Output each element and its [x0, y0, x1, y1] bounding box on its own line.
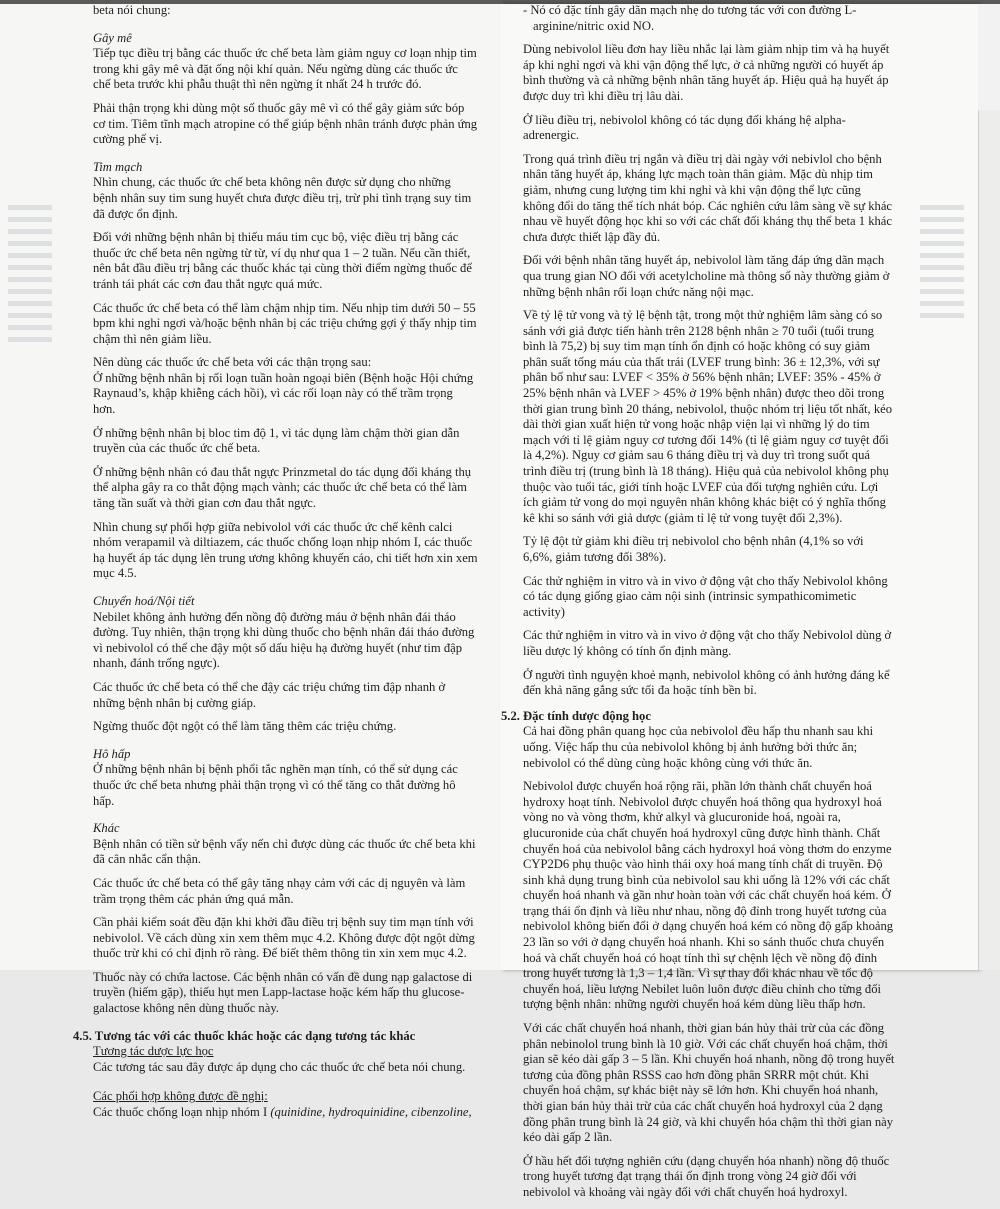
subheading-ho-hap: Hô hấp: [93, 746, 131, 761]
paragraph: Tỷ lệ đột tử giảm khi điều trị nebivolol cho bệnh nhân (4,1% so với 6,6%, giảm tương đối 38%).: [523, 534, 864, 564]
left-column: [73, 3, 478, 1129]
paragraph: Ở những bệnh nhân bị bệnh phổi tắc nghẽn mạn tính, có thể sử dụng các thuốc ức chế beta nhưng phải thận trọng vì có thể tăng co thắt đường hô hấp.: [93, 762, 458, 808]
paragraph: Các thử nghiệm in vitro và in vivo ở động vật cho thấy Nebivolol dùng ở liều dược lý không có tính ổn định màng.: [523, 628, 892, 658]
paragraph: Ở liều điều trị, nebivolol không có tác dụng đối kháng hệ alpha-adrenergic.: [523, 112, 846, 143]
paragraph: Nhìn chung sự phối hợp giữa nebivolol với các thuốc ức chế kênh calci nhóm verapamil và diltiazem, các thuốc chống loạn nhịp nhóm I, các thuốc hạ huyết áp tác dụng lên trung ương không khuyến cáo, chi tiết hơn xin xem mục 4.5.: [93, 519, 478, 581]
paragraph: Về tỷ lệ tử vong và tỷ lệ bệnh tật, trong một thử nghiệm lâm sàng có so sánh với giả được tiến hành trên 2128 bệnh nhân ≥ 70 tuổi (tuổi trung bình là 75,2) bị suy tim mạn tính ổn định có hoặc không có suy giảm phân suất tống máu của thất trái (LVEF trung bình: 36 ± 12,3%, với sự phân bố như sau: LVEF < 35% ở 56% bệnh nhân; LVEF: 35% - 45% ở 25% bệnh nhân và LVEF > 45% ở 19% bệnh nhân) được theo dõi trong thời gian trung bình 20 tháng, nebivolol, thuộc nhóm trị liệu tốt nhất, kéo dài thời gian xuất hiện tử vong hoặc nhập viện lại vì những lý do tim mạch với tỉ lệ giảm nguy cơ tương đối 14% (tỉ lệ giảm nguy cơ tuyệt đối là 4,2%). Nguy cơ giảm sau 6 tháng điều trị và duy trì trong suốt quá trình điều trị (trung bình là 18 tháng). Hiệu quả của nebivolol không phụ thuộc vào tuổi tác, giới tính hoặc LVEF của đối tượng nghiên cứu. Lợi ích giảm tử vong do mọi nguyên nhân không khác biệt có ý nghĩa thống kê khi so sánh với giả dược (giảm tỉ lệ tử vong tuyệt đối 2,3%).: [523, 308, 893, 525]
paragraph: Đối với những bệnh nhân bị thiếu máu tim cục bộ, việc điều trị bằng các thuốc ức chế beta nên ngừng từ từ, ví dụ như qua 1 – 2 tuần. Nếu cần thiết, nên bắt đầu điều trị bằng các thuốc khác tại cùng thời điểm ngừng thuốc để tránh tái phát các cơn đau thắt ngực quá mức.: [93, 230, 472, 291]
paragraph: Cả hai đồng phân quang học của nebivolol đều hấp thu nhanh sau khi uống. Việc hấp thu của nebivolol không bị ảnh hưởng bởi thức ăn; nebivolol có thể dùng cùng hoặc không cùng với thức ăn.: [523, 724, 874, 770]
paragraph: Các tương tác sau đây được áp dụng cho các thuốc ức chế beta nói chung.: [93, 1059, 466, 1074]
text-run-italic: (quinidine, hydroquinidine, cibenzoline,: [270, 1105, 472, 1120]
paragraph-partial: [93, 1105, 478, 1121]
subheading-gay-me: Gây mê: [93, 30, 132, 45]
paragraph: Dùng nebivolol liều đơn hay liều nhắc lại làm giảm nhịp tim và hạ huyết áp khi nghỉ ngơi và khi vận động thể lực, ở cả những người có huyết áp bình thường và cả những bệnh nhân tăng huyết áp. Hiệu quả hạ huyết áp được duy trì khi điều trị lâu dài.: [523, 42, 890, 103]
bleed-through-text: [8, 205, 52, 345]
paragraph: Các thuốc ức chế beta có thể làm chậm nhịp tim. Nếu nhịp tim dưới 50 – 55 bpm khi nghỉ ngơi và/hoặc bệnh nhân bị các triệu chứng gợi ý thấy nhịp tim chậm thì nên giảm liều.: [93, 300, 477, 346]
paragraph: Với các chất chuyển hoá nhanh, thời gian bán hủy thải trừ của các đồng phân nebinolol trung bình là 10 giờ. Với các chất chuyển hoá chậm, thời gian sẽ kéo dài gấp 3 – 5 lần. Khi chuyển hoá nhanh, nồng độ trong huyết tương của đồng phân RSSS cao hơn đồng phân SRRR một chút. Khi chuyển hoá chậm, sự khác biệt này sẽ lớn hơn. Khi chuyển hoá nhanh, thời gian bán hủy thải trừ của các chất chuyển hoá hydroxyl của 2 dạng đồng phân trung bình là 24 giờ, và khi chuyển hóa chậm thì thời gian này kéo dài gấp 2 lần.: [523, 1021, 895, 1145]
paragraph: Trong quá trình điều trị ngắn và điều trị dài ngày với nebivlol cho bệnh nhân tăng huyết áp, kháng lực mạch toàn thân giảm. Mặc dù nhịp tim giảm, nhưng cung lượng tim khi nghỉ và khi vận động thể lực cũng không đổi do tăng thể tích nhát bóp. Các nghiên cứu lâm sàng về sự khác nhau về huyết động học khi so với các chất đối kháng thụ thể beta 1 khác chưa được thiết lập đầy đủ.: [523, 151, 892, 244]
paragraph: Nebilet không ảnh hưởng đến nồng độ đường máu ở bệnh nhân đái tháo đường. Tuy nhiên, thận trọng khi dùng thuốc cho bệnh nhân đái tháo đường vì nebivolol có thể che đậy một số dấu hiệu hạ đường huyết (như tim đập nhanh, đánh trống ngực).: [93, 609, 475, 671]
paragraph: Thuốc này có chứa lactose. Các bệnh nhân có vấn đề dung nạp galactose di truyền (hiếm gặp), thiếu hụt men Lapp-lactase hoặc kém hấp thu glucose-galactose không nên dùng thuốc này.: [93, 969, 473, 1016]
paragraph: Ở hầu hết đối tượng nghiên cứu (dạng chuyển hóa nhanh) nồng độ thuốc trong huyết tương đạt trạng thái ổn định trong vòng 24 giờ đối với nebivolol và khoảng vài ngày đối với chất chuyển hoá hydroxyl.: [523, 1153, 890, 1199]
paragraph: Ở những bệnh nhân có đau thắt ngực Prinzmetal do tác dụng đối kháng thụ thể alpha gây ra co thắt động mạch vành; các thuốc ức chế beta có thể làm tăng tần suất và thời gian cơn đau thắt ngực.: [93, 464, 472, 511]
intro-tail: beta nói chung:: [93, 3, 171, 17]
paragraph: Nên dùng các thuốc ức chế beta với các thận trọng sau:: [93, 355, 372, 370]
paragraph: Các thử nghiệm in vitro và in vivo ở động vật cho thấy Nebivolol không có tác dụng giống giao cảm nội sinh (intrinsic sympathicomimetic activity): [523, 573, 888, 619]
paragraph: Ở những bệnh nhân bị bloc tim độ 1, vì tác dụng làm chậm thời gian dẫn truyền của các thuốc ức chế beta.: [93, 425, 460, 456]
paragraph: Đối với bệnh nhân tăng huyết áp, nebivolol làm tăng đáp ứng dãn mạch qua trung gian NO đối với acetylcholine mà thông số này thường giảm ở những bệnh nhân rối loạn chức năng nội mạc.: [523, 253, 890, 299]
paragraph: Các thuốc ức chế beta có thể gây tăng nhạy cảm với các dị nguyên và làm trầm trọng thêm các phản ứng quá mẫn.: [93, 875, 466, 906]
section-heading-4-5: 4.5. Tương tác với các thuốc khác hoặc các dạng tương tác khác: [73, 1028, 416, 1043]
bullet-item: - Nó có đặc tính gây dãn mạch nhẹ do tương tác với con đường L-arginine/nitric oxid NO.: [523, 3, 857, 33]
paragraph: Phải thận trọng khi dùng một số thuốc gây mê vì có thể gây giảm sức bóp cơ tim. Tiêm tĩnh mạch atropine có thể giúp bệnh nhân tránh được phản ứng cường phế vị.: [93, 100, 478, 147]
right-column: [501, 3, 895, 1209]
subheading-khac: Khác: [93, 821, 120, 836]
bleed-through-text: [920, 205, 964, 325]
page-edge-top: [978, 4, 1000, 110]
paragraph: Tiếp tục điều trị bằng các thuốc ức chế beta làm giảm nguy cơ loạn nhịp tim trong khi gây mê và đặt ống nội khí quản. Nếu ngừng dùng các thuốc ức chế beta trước khi phẫu thuật thì nên ngừng ít nhất 24 h trước đó.: [93, 46, 477, 92]
section-heading-5-2: 5.2. Đặc tính dược động học: [501, 708, 651, 723]
page-edge-strip: [978, 110, 1000, 970]
subheading-tim-mach: Tim mạch: [93, 159, 143, 174]
paragraph: Các thuốc ức chế beta có thể che đậy các triệu chứng tim đập nhanh ở những bệnh nhân bị cường giáp.: [93, 679, 446, 710]
paragraph: Ngừng thuốc đột ngột có thể làm tăng thêm các triệu chứng.: [93, 719, 397, 734]
text-run: Các thuốc chống loạn nhịp nhóm I: [93, 1105, 271, 1120]
paragraph: Nhìn chung, các thuốc ức chế beta không nên được sử dụng cho những bệnh nhân suy tim sung huyết chưa được điều trị, trừ phi tình trạng suy tim đã được ổn định.: [93, 175, 472, 221]
subheading-chuyen-hoa: Chuyển hoá/Nội tiết: [93, 594, 195, 608]
paragraph: Bệnh nhân có tiền sử bệnh vẩy nến chỉ được dùng các thuốc ức chế beta khi đã cân nhắc cẩn thận.: [93, 836, 476, 867]
paragraph: Ở những bệnh nhân bị rối loạn tuần hoàn ngoại biên (Bệnh hoặc Hội chứng Raynaud’s, khập khiễng cách hồi), vì các rối loạn này có thể trầm trọng hơn.: [93, 370, 474, 417]
paragraph: Nebivolol được chuyển hoá rộng rãi, phần lớn thành chất chuyển hoá hydroxy hoạt tính. Nebivolol được chuyển hoá thông qua hydroxyl hoá vòng no và vòng thơm, khử alkyl và glucuronide hoá, ngoài ra, glucuronide của chất chuyển hoá hydroxyl cũng được hình thành. Chất chuyển hoá của nebivolol bằng cách hydroxyl hoá vòng thơm do enzyme CYP2D6 phụ thuộc vào hình thái oxy hoá mang tính chất di truyền. Độ sinh khả dụng trung bình của nebivolol sau khi uống là 12% với các chất chuyển hoá nhanh và gần như hoàn toàn với các chất chuyển hoá kém. Ở trạng thái ổn định và liều như nhau, nồng độ đỉnh trong huyết tương của nebivolol không biến đổi ở dạng chuyển hoá kém có nồng độ gấp khoảng 23 lần so với ở dạng chuyển hoá nhanh. Khi so sánh thuốc chưa chuyển hoá và chất chuyển hoá có hoạt tính thì sự chệnh lệch về nồng độ đỉnh trong huyết tương là 1,3 – 1,4 lần. Vì sự thay đổi khác nhau về tốc độ chuyển hoá, liều lượng Nebilet luôn luôn được điều chỉnh cho từng đối tượng bệnh nhân: những người chuyển hoá kém dùng liều thấp hơn.: [523, 779, 894, 1012]
subheading-pharmacodynamic: Tương tác dược lực học: [93, 1044, 214, 1059]
subheading-not-recommended: Các phối hợp không được đề nghị:: [93, 1089, 268, 1104]
paragraph: Ở người tình nguyện khoẻ mạnh, nebivolol không có ảnh hưởng đáng kể đến khả năng gắng sức tối đa hoặc tính bền bỉ.: [523, 667, 890, 698]
paragraph: Cần phải kiểm soát đều đặn khi khởi đầu điều trị bệnh suy tim mạn tính với nebivolol. Về cách dùng xin xem thêm mục 4.2. Không được đột ngột dừng thuốc trừ khi có chỉ định rõ ràng. Để biết thêm thông tin xin xem mục 4.2.: [93, 915, 475, 961]
